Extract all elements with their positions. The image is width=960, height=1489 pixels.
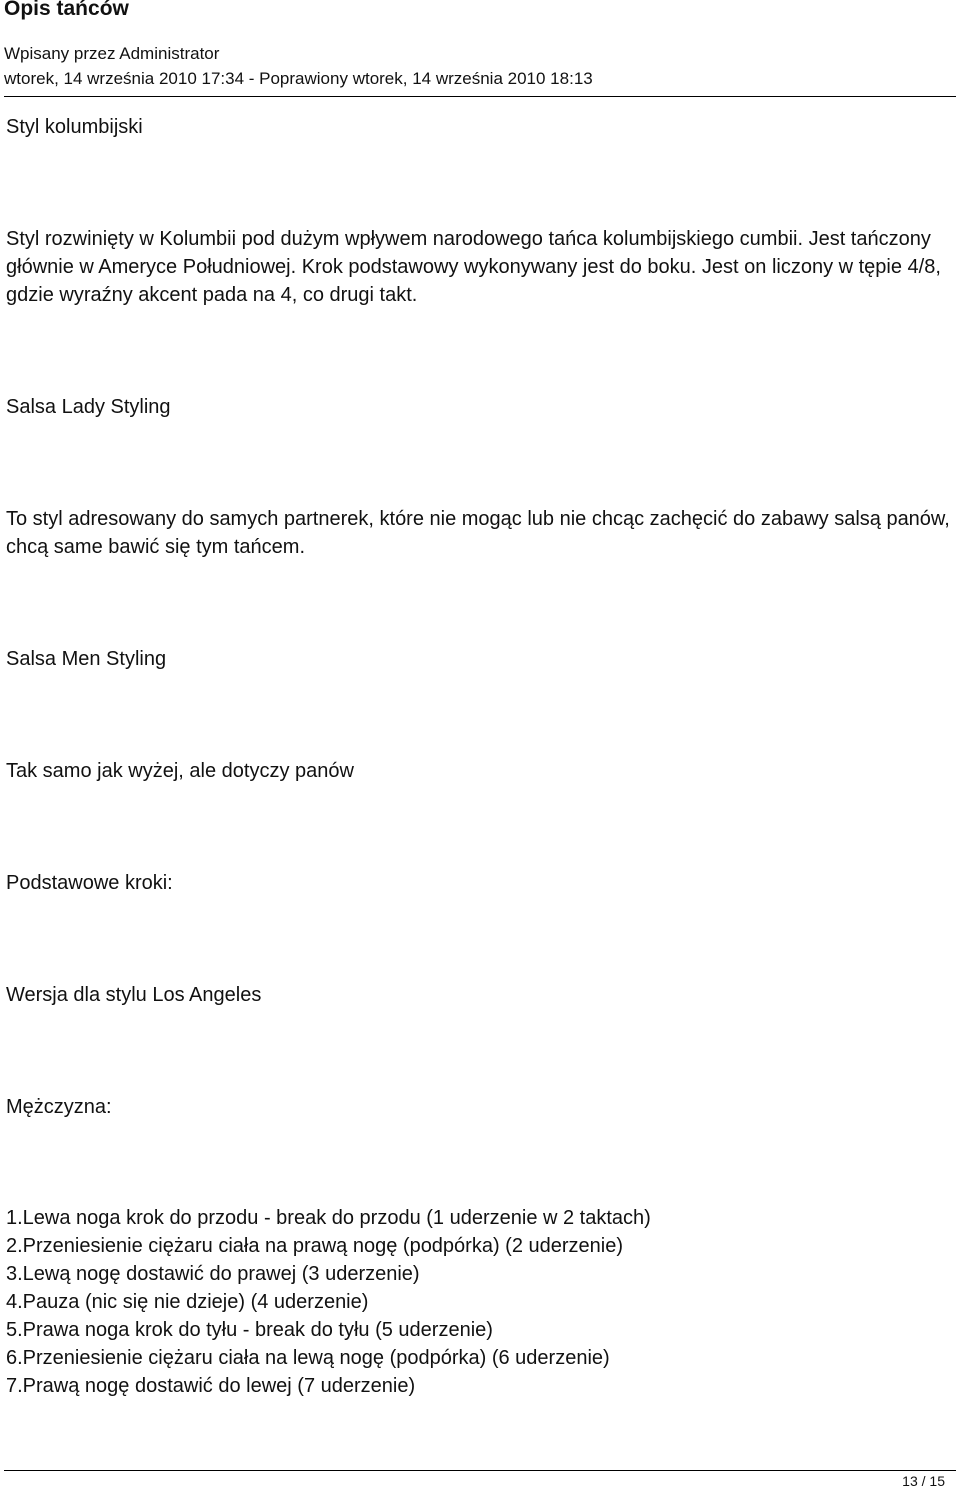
page-number: 13 / 15 bbox=[902, 1473, 945, 1489]
list-item: 7.Prawą nogę dostawić do lewej (7 uderzenie) bbox=[6, 1375, 416, 1397]
list-item: 4.Pauza (nic się nie dzieje) (4 uderzenie) bbox=[6, 1291, 369, 1313]
list-item: 1.Lewa noga krok do przodu - break do przodu (1 uderzenie w 2 taktach) bbox=[6, 1207, 651, 1229]
list-item: 3.Lewą nogę dostawić do prawej (3 uderzenie) bbox=[6, 1263, 420, 1285]
author-line: Wpisany przez Administrator bbox=[4, 44, 220, 63]
document-title: Opis tańców bbox=[4, 0, 129, 20]
lady-styling-heading: Salsa Lady Styling bbox=[6, 396, 171, 418]
list-item: 5.Prawa noga krok do tyłu - break do tyłu (5 uderzenie) bbox=[6, 1319, 493, 1341]
men-styling-paragraph: Tak samo jak wyżej, ale dotyczy panów bbox=[6, 760, 354, 782]
colombian-heading: Styl kolumbijski bbox=[6, 116, 143, 138]
list-item: 2.Przeniesienie ciężaru ciała na prawą nogę (podpórka) (2 uderzenie) bbox=[6, 1235, 624, 1257]
list-item: 6.Przeniesienie ciężaru ciała na lewą nogę (podpórka) (6 uderzenie) bbox=[6, 1347, 610, 1369]
man-label: Mężczyzna: bbox=[6, 1096, 112, 1118]
men-styling-heading: Salsa Men Styling bbox=[6, 648, 167, 670]
header-divider bbox=[4, 96, 956, 97]
steps-list bbox=[6, 1204, 951, 1400]
colombian-paragraph: Styl rozwinięty w Kolumbii pod dużym wpływem narodowego tańca kolumbijskiego cumbii. Jest tańczony głównie w Ameryce Południowej. Krok podstawowy wykonywany jest do boku. Jest on liczony w tępie 4/8, gdzie wyraźny akcent pada na 4, co drugi takt. bbox=[6, 228, 941, 306]
lady-styling-paragraph: To styl adresowany do samych partnerek, które nie mogąc lub nie chcąc zachęcić do zabawy salsą panów, chcą same bawić się tym tańcem. bbox=[6, 508, 950, 558]
basic-steps-heading: Podstawowe kroki: bbox=[6, 872, 173, 894]
date-line: wtorek, 14 września 2010 17:34 - Poprawiony wtorek, 14 września 2010 18:13 bbox=[4, 69, 593, 88]
la-version-heading: Wersja dla stylu Los Angeles bbox=[6, 984, 262, 1006]
footer-divider bbox=[4, 1470, 956, 1471]
